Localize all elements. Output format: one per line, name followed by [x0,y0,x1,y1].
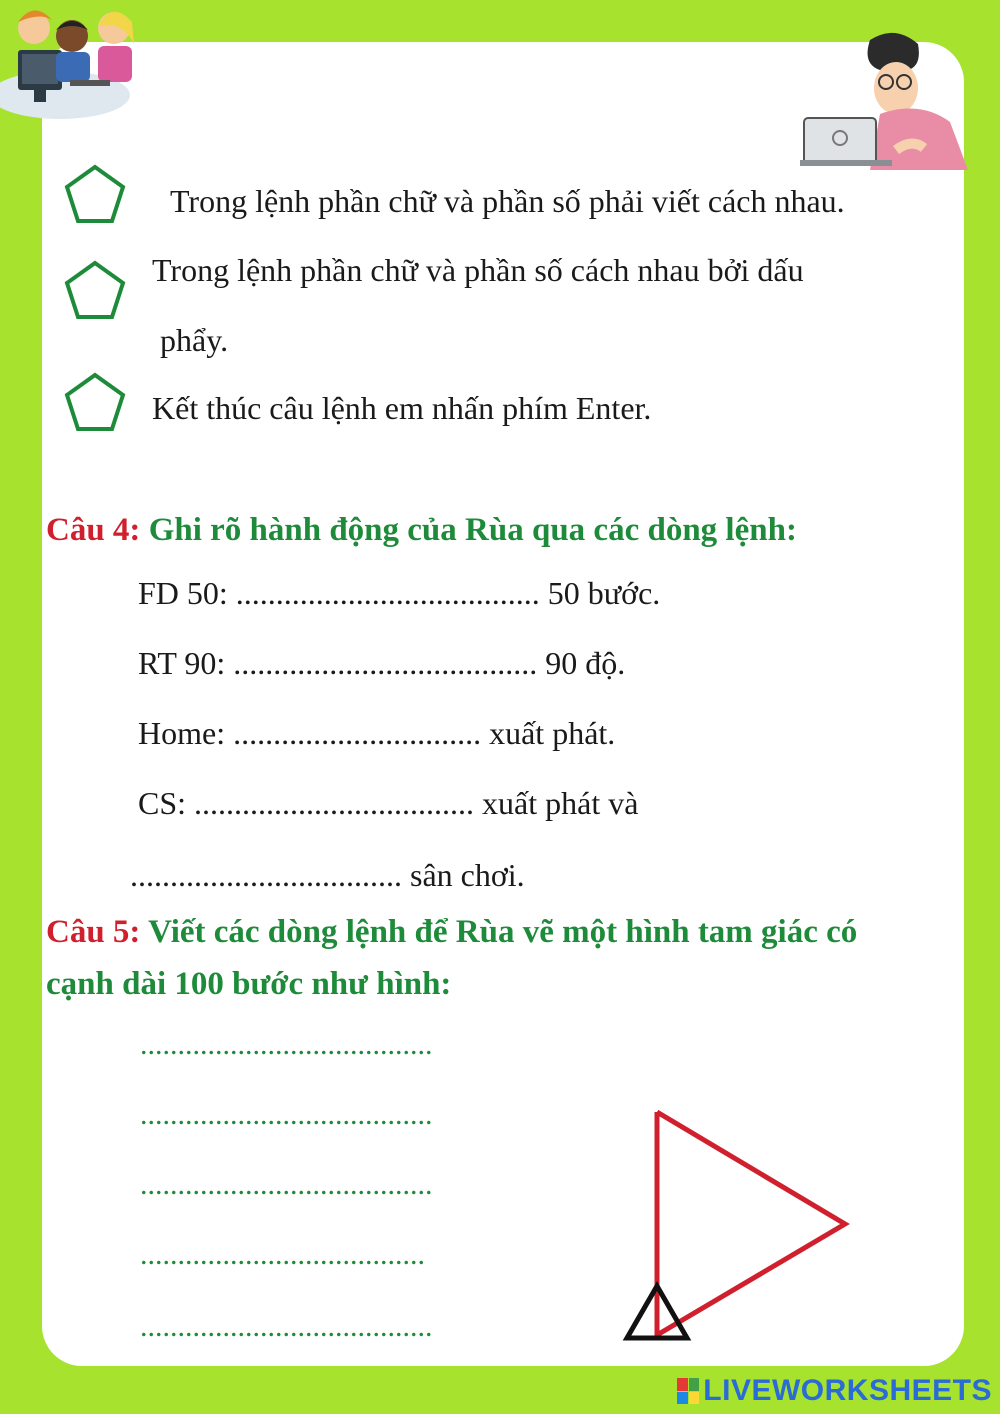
answer-line-4[interactable]: ...................................... [140,1238,425,1271]
statement-2: Trong lệnh phần chữ và phần số cách nhau bởi dấu [152,252,804,288]
question-5-number: Câu 5: [46,914,141,950]
question-4-text: Ghi rõ hành động của Rùa qua các dòng lệnh: [148,512,797,548]
q4-line-rt[interactable]: RT 90: ...................................... 90 độ. [138,645,626,681]
question-4-number: Câu 4: [46,512,141,548]
liveworksheets-logo [677,1374,992,1408]
statement-1: Trong lệnh phần chữ và phần số phải viết cách nhau. [170,183,845,219]
question-5-text-line1: Viết các dòng lệnh để Rùa vẽ một hình tam giác có [148,914,858,950]
answer-line-5[interactable]: ....................................... [140,1310,433,1343]
pentagon-icon[interactable] [64,260,126,320]
answer-line-1[interactable]: ....................................... [140,1028,433,1061]
pentagon-icon[interactable] [64,372,126,432]
kids-at-computer-illustration [0,0,140,120]
answer-line-3[interactable]: ....................................... [140,1168,433,1201]
statement-3: Kết thúc câu lệnh em nhấn phím Enter. [152,390,652,426]
answer-line-2[interactable]: ....................................... [140,1098,433,1131]
question-5-heading [46,914,857,951]
person-with-laptop-illustration [800,30,970,170]
brand-logo-icon [677,1378,699,1404]
brand-name: LIVEWORKSHEETS [703,1374,992,1407]
question-5-text-line2: cạnh dài 100 bước như hình: [46,966,452,1002]
q4-line-fd[interactable]: FD 50: ...................................... 50 bước. [138,575,661,611]
pentagon-icon[interactable] [64,164,126,224]
question-4-heading [46,512,797,549]
q4-line-cs[interactable]: CS: ................................... xuất phát và [138,785,639,821]
q4-line-cs-continued[interactable]: .................................. sân chơi. [130,857,525,893]
question-5-text-line2-wrap [46,966,451,1003]
statement-2-continued: phẩy. [160,322,229,358]
triangle-figure [610,1100,860,1350]
q4-line-home[interactable]: Home: ............................... xuất phát. [138,715,616,751]
